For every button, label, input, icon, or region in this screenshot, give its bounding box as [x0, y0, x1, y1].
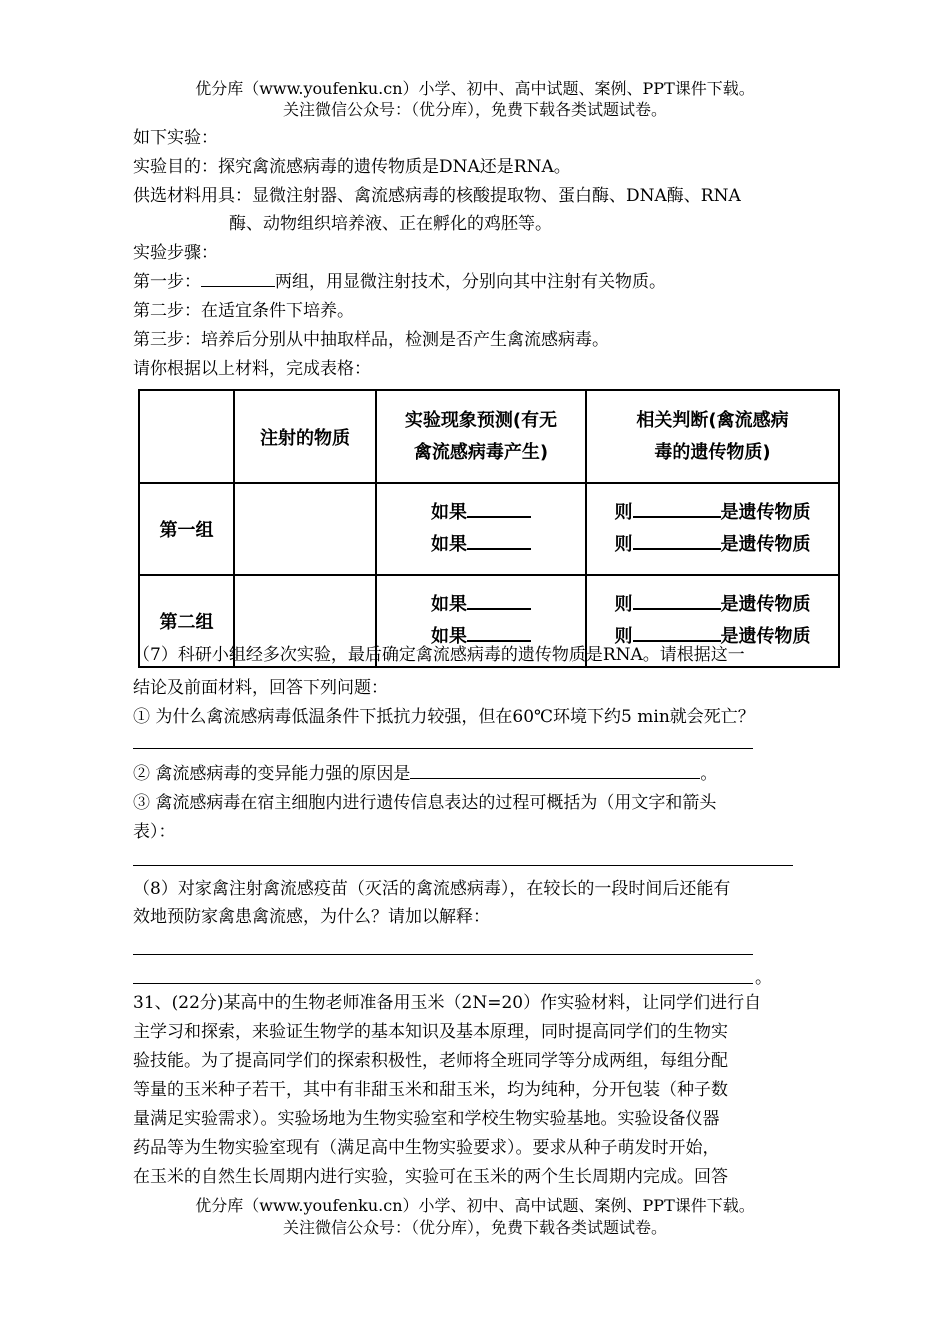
then-line: [587, 529, 838, 561]
step-one-text: 两组，用显微注射技术，分别向其中注射有关物质。: [275, 272, 666, 292]
materials-line-1: 供选材料用具：显微注射器、禽流感病毒的核酸提取物、蛋白酶、DNA酶、RNA: [133, 186, 741, 206]
step-two: 第二步：在适宜条件下培养。: [133, 301, 354, 321]
q7-question-2-end: 。: [700, 764, 718, 784]
answer-line[interactable]: [133, 748, 753, 749]
q7-question-1: ① 为什么禽流感病毒低温条件下抵抗力较强，但在60℃环境下约5 min就会死亡？: [133, 707, 755, 727]
group-label: 第二组: [139, 575, 234, 667]
then-suffix: 是遗传物质: [720, 626, 811, 647]
if-label: 如果: [431, 594, 467, 615]
empty-header-cell: [139, 390, 234, 483]
header-judgement-line-2: 毒的遗传物质): [654, 441, 771, 463]
group-label: 第一组: [139, 483, 234, 575]
header-judgement: [586, 390, 839, 483]
if-label: 如果: [431, 502, 467, 523]
answer-line[interactable]: [133, 865, 793, 866]
if-line: [377, 497, 585, 529]
q7-line-2: 结论及前面材料，回答下列问题：: [133, 678, 388, 698]
then-line: [587, 497, 838, 529]
if-line: [377, 529, 585, 561]
footer-line-1: 优分库（www.youfenku.cn）小学、初中、高中试题、案例、PPT课件下载。: [195, 1196, 755, 1215]
q31-line-1: 31、(22分)某高中的生物老师准备用玉米（2N=20）作实验材料，让同学们进行自: [133, 993, 762, 1013]
q31-line-5: 量满足实验需求）。实验场地为生物实验室和学校生物实验基地。实验设备仪器: [133, 1109, 720, 1129]
answer-blank[interactable]: [633, 622, 721, 642]
table-header-row: [139, 390, 839, 483]
then-label: 则: [614, 534, 633, 555]
then-label: 则: [614, 502, 633, 523]
answer-blank[interactable]: [467, 622, 531, 642]
then-label: 则: [614, 626, 633, 647]
header-phenomenon-line-1: 实验现象预测(有无: [404, 409, 558, 431]
then-suffix: 是遗传物质: [720, 502, 811, 523]
header-judgement-line-1: 相关判断(禽流感病: [636, 409, 789, 431]
experiment-purpose: 实验目的：探究禽流感病毒的遗传物质是DNA还是RNA。: [133, 157, 571, 177]
experiment-table: [138, 389, 840, 668]
answer-blank[interactable]: [467, 530, 531, 550]
q7-question-2: [133, 764, 717, 784]
then-suffix: 是遗传物质: [720, 534, 811, 555]
q31-line-7: 在玉米的自然生长周期内进行实验，实验可在玉米的两个生长周期内完成。回答: [133, 1167, 728, 1187]
phenomenon-cell: [376, 483, 586, 575]
step-one: [133, 272, 666, 292]
then-line: [587, 589, 838, 621]
table-instruction: 请你根据以上材料，完成表格：: [133, 359, 371, 379]
if-label: 如果: [431, 534, 467, 555]
header-line-1: 优分库（www.youfenku.cn）小学、初中、高中试题、案例、PPT课件下载。: [195, 79, 755, 98]
q7-question-3: ③ 禽流感病毒在宿主细胞内进行遗传信息表达的过程可概括为（用文字和箭头: [133, 793, 717, 813]
q31-line-4: 等量的玉米种子若干，其中有非甜玉米和甜玉米，均为纯种，分开包装（种子数: [133, 1080, 728, 1100]
if-label: 如果: [431, 626, 467, 647]
then-suffix: 是遗传物质: [720, 594, 811, 615]
answer-blank[interactable]: [467, 590, 531, 610]
q8-line-2: 效地预防家禽患禽流感，为什么？请加以解释：: [133, 907, 490, 927]
q31-line-3: 验技能。为了提高同学们的探索积极性，老师将全班同学等分成两组，每组分配: [133, 1051, 728, 1071]
steps-heading: 实验步骤：: [133, 243, 218, 263]
q8-line-1: （8）对家禽注射禽流感疫苗（灭活的禽流感病毒），在较长的一段时间后还能有: [133, 879, 731, 899]
q31-line-2: 主学习和探索，来验证生物学的基本知识及基本原理，同时提高同学们的生物实: [133, 1022, 728, 1042]
answer-blank[interactable]: [633, 498, 721, 518]
header-line-2: 关注微信公众号：（优分库），免费下载各类试题试卷。: [282, 100, 667, 119]
intro-line: 如下实验：: [133, 128, 218, 148]
q8-end: 。: [755, 968, 772, 988]
answer-blank[interactable]: [201, 272, 275, 287]
materials-line-2: 酶、动物组织培养液、正在孵化的鸡胚等。: [229, 214, 552, 234]
if-line: [377, 589, 585, 621]
q31-line-6: 药品等为生物实验室现有（满足高中生物实验要求）。要求从种子萌发时开始，: [133, 1138, 720, 1158]
step-three: 第三步：培养后分别从中抽取样品，检测是否产生禽流感病毒。: [133, 330, 609, 350]
answer-blank[interactable]: [467, 498, 531, 518]
footer-line-2: 关注微信公众号：（优分库），免费下载各类试题试卷。: [282, 1218, 667, 1237]
step-one-prefix: 第一步：: [133, 272, 201, 292]
header-phenomenon: [376, 390, 586, 483]
table-row: [139, 483, 839, 575]
answer-line[interactable]: [133, 954, 753, 955]
judgement-cell: [586, 483, 839, 575]
q7-question-2-text: ② 禽流感病毒的变异能力强的原因是: [133, 764, 411, 784]
answer-blank[interactable]: [410, 764, 700, 779]
answer-blank[interactable]: [633, 530, 721, 550]
answer-line[interactable]: [133, 983, 753, 984]
answer-blank[interactable]: [633, 590, 721, 610]
substance-cell[interactable]: [234, 483, 376, 575]
q7-line-1: （7）科研小组经多次实验，最后确定禽流感病毒的遗传物质是RNA。请根据这一: [133, 645, 745, 665]
header-phenomenon-line-2: 禽流感病毒产生): [413, 441, 549, 463]
then-label: 则: [614, 594, 633, 615]
header-substance: 注射的物质: [234, 390, 376, 483]
q7-question-3-cont: 表）：: [133, 822, 176, 842]
